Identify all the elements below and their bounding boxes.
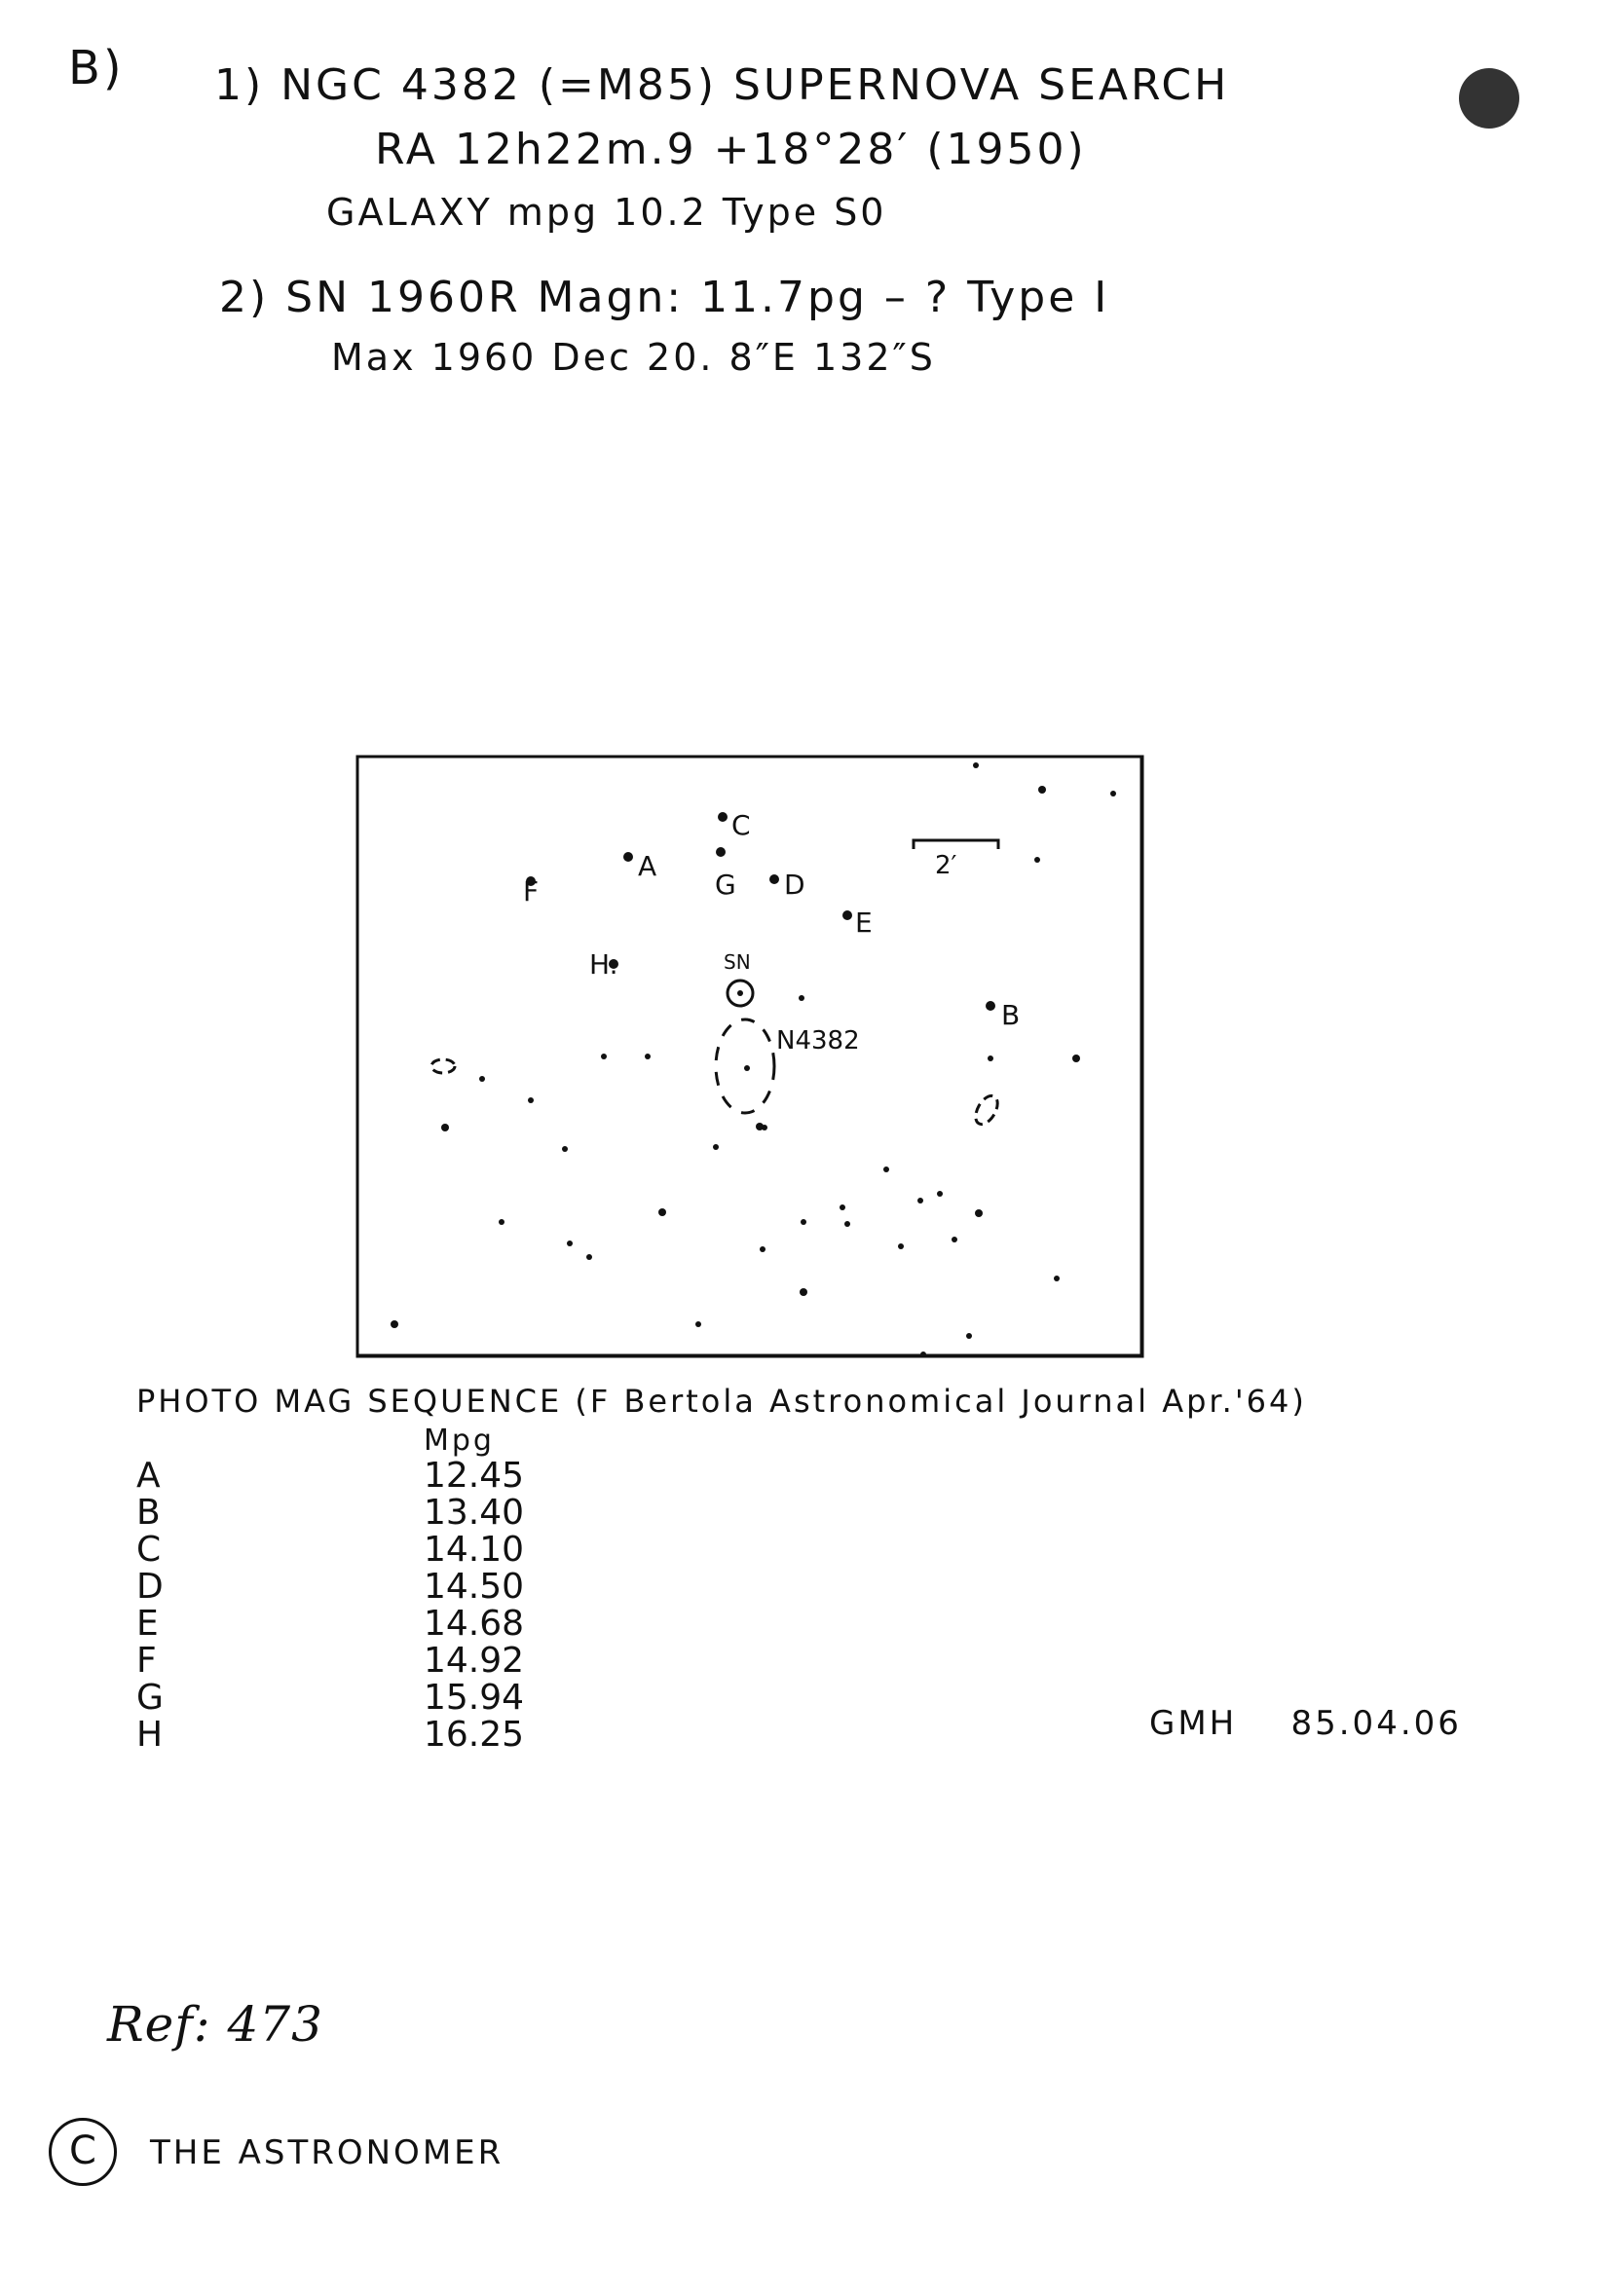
sequence-star-label: F: [136, 1641, 157, 1681]
field-star: [567, 1241, 573, 1246]
sequence-star-mag: 14.68: [424, 1604, 525, 1644]
field-stars: [391, 762, 1116, 1357]
field-star: [898, 1243, 904, 1249]
field-star: [973, 762, 979, 768]
object-title: 1) NGC 4382 (=M85) SUPERNOVA SEARCH: [214, 60, 1230, 110]
star-d: [769, 874, 779, 884]
comparison-stars: [523, 809, 1020, 1031]
sequence-column-header: Mpg: [424, 1424, 495, 1458]
field-star: [801, 1219, 806, 1225]
supernova-line: 2) SN 1960R Magn: 11.7pg – ? Type I: [219, 273, 1110, 322]
star-label-g: G: [715, 869, 736, 901]
copyright-text: THE ASTRONOMER: [150, 2133, 504, 2172]
field-star: [883, 1167, 889, 1172]
sequence-title: PHOTO MAG SEQUENCE (F Bertola Astronomical Journal Apr.'64): [136, 1383, 1307, 1420]
sequence-star-mag: 12.45: [424, 1456, 525, 1496]
star-c: [718, 812, 728, 822]
signature-date: 85.04.06: [1290, 1704, 1462, 1743]
sequence-star-label: E: [136, 1604, 159, 1644]
small-galaxy-right: [971, 1092, 1002, 1129]
field-star: [713, 1144, 719, 1150]
field-star: [391, 1320, 398, 1328]
maximum-line: Max 1960 Dec 20. 8″E 132″S: [331, 336, 936, 379]
signature: [1149, 1704, 1462, 1743]
small-galaxy-left: [431, 1059, 455, 1073]
sequence-star-mag: 14.50: [424, 1567, 525, 1607]
sequence-star-label: H: [136, 1715, 164, 1755]
galaxy-outline: [716, 1019, 860, 1113]
chart-border: [357, 757, 1142, 1356]
field-star: [601, 1054, 607, 1059]
star-b: [986, 1001, 995, 1011]
star-label-h: H.: [589, 948, 618, 981]
star-label-b: B: [1001, 999, 1021, 1031]
reference-number: Ref: 473: [107, 1996, 323, 2053]
star-label-f: F: [523, 875, 540, 907]
field-star: [586, 1254, 592, 1260]
star-a: [623, 852, 633, 862]
sequence-star-mag: 14.92: [424, 1641, 525, 1681]
supernova-marker: [724, 950, 753, 1006]
coordinates-line: RA 12h22m.9 +18°28′ (1950): [375, 125, 1087, 174]
star-label-e: E: [855, 907, 873, 939]
field-star: [917, 1198, 923, 1204]
field-star: [645, 1054, 651, 1059]
field-star: [800, 1288, 807, 1296]
field-star: [975, 1209, 983, 1217]
field-star: [658, 1208, 666, 1216]
star-label-d: D: [784, 869, 805, 901]
sequence-star-mag: 15.94: [424, 1678, 525, 1718]
field-star: [988, 1055, 993, 1061]
sequence-star-mag: 16.25: [424, 1715, 525, 1755]
sequence-star-mag: 14.10: [424, 1530, 525, 1570]
copyright-line: [49, 2118, 504, 2186]
initials: GMH: [1149, 1704, 1238, 1743]
field-star: [840, 1204, 845, 1210]
star-label-c: C: [731, 809, 751, 841]
copyright-symbol: C: [49, 2118, 117, 2186]
field-star: [1072, 1055, 1080, 1062]
sequence-star-label: B: [136, 1493, 161, 1533]
field-star: [1110, 791, 1116, 796]
field-star: [966, 1333, 972, 1339]
field-star: [756, 1123, 764, 1130]
sequence-star-label: G: [136, 1678, 164, 1718]
star-g: [716, 847, 726, 857]
field-star: [920, 1352, 926, 1357]
section-letter: B): [68, 41, 125, 95]
sequence-star-label: C: [136, 1530, 162, 1570]
field-star: [528, 1097, 534, 1103]
field-star: [499, 1219, 504, 1225]
sequence-star-label: D: [136, 1567, 164, 1607]
galaxy-label: N4382: [776, 1026, 860, 1055]
field-star: [1054, 1276, 1060, 1281]
supernova-label: SN: [724, 950, 751, 974]
scale-label: 2′: [935, 851, 957, 880]
field-star: [937, 1191, 943, 1197]
field-star: [479, 1076, 485, 1082]
field-star: [695, 1321, 701, 1327]
star-e: [842, 910, 852, 920]
punch-hole-dot: [1459, 68, 1519, 129]
field-star: [799, 995, 804, 1001]
field-star: [1034, 857, 1040, 863]
sequence-star-mag: 13.40: [424, 1493, 525, 1533]
field-star: [760, 1246, 766, 1252]
finder-chart: [355, 755, 1144, 1358]
star-label-a: A: [638, 850, 657, 882]
field-star: [952, 1237, 957, 1242]
galaxy-info-line: GALAXY mpg 10.2 Type S0: [326, 191, 887, 234]
field-star: [441, 1124, 449, 1131]
sequence-star-label: A: [136, 1456, 161, 1496]
field-star: [1038, 786, 1046, 794]
field-star: [844, 1221, 850, 1227]
scale-bar: [914, 840, 998, 880]
field-star: [562, 1146, 568, 1152]
